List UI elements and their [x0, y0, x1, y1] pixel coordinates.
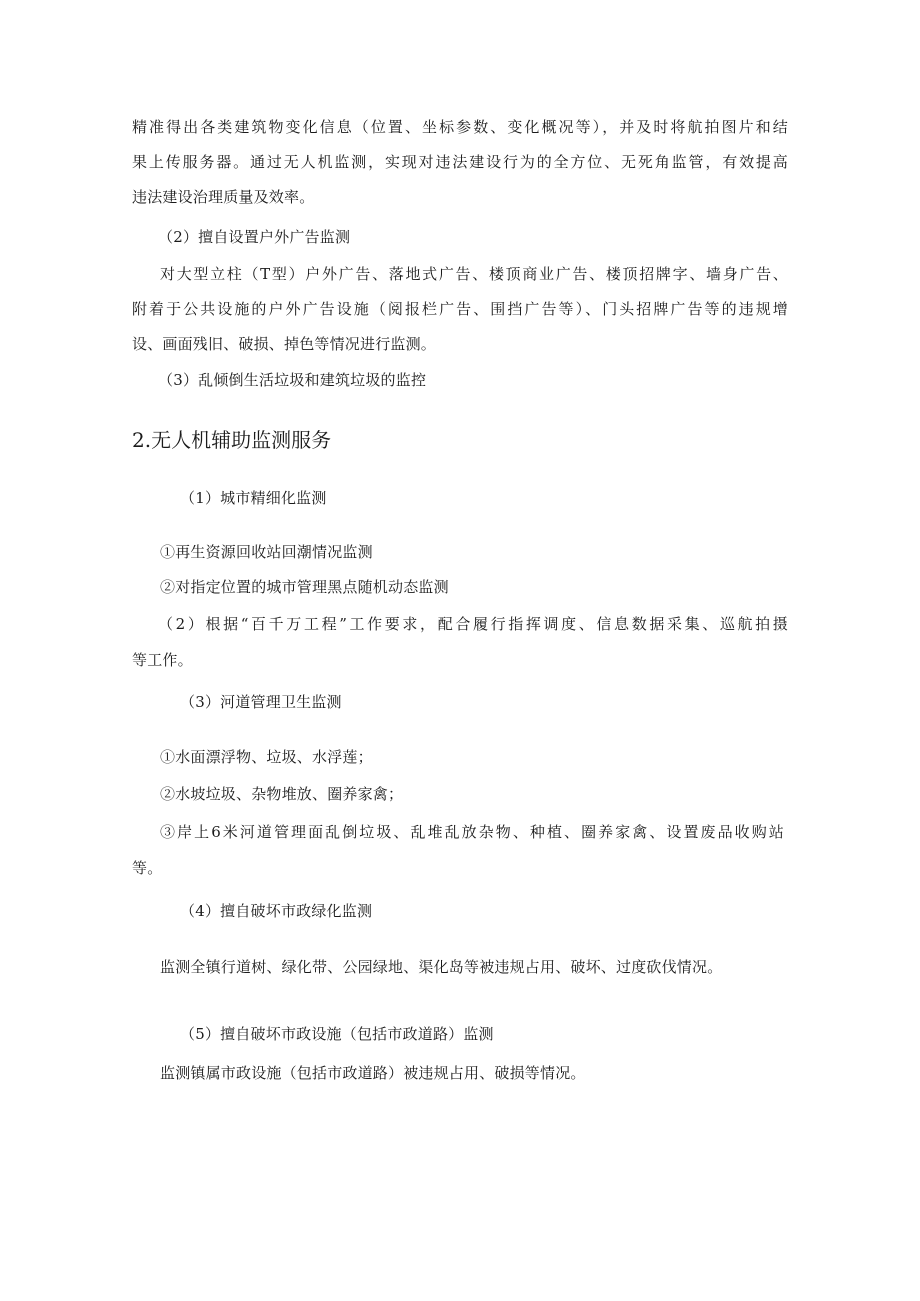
paragraph-line: 果上传服务器。通过无人机监测，实现对违法建设行为的全方位、无死角监管，有效提高 [132, 153, 788, 171]
paragraph-line: 监测全镇行道树、绿化带、公园绿地、渠化岛等被违规占用、破坏、过度砍伐情况。 [160, 958, 723, 976]
list-item: ①水面漂浮物、垃圾、水浮莲； [160, 748, 373, 766]
paragraph-line: 精准得出各类建筑物变化信息（位置、坐标参数、变化概况等），并及时将航拍图片和结 [132, 118, 788, 136]
list-item: ②水坡垃圾、杂物堆放、圈养家禽； [160, 785, 404, 803]
list-item: ②对指定位置的城市管理黑点随机动态监测 [160, 578, 449, 596]
paragraph-line: 监测镇属市政设施（包括市政道路）被违规占用、破损等情况。 [160, 1064, 586, 1082]
subheading: （3）河道管理卫生监测 [180, 693, 342, 711]
list-item: ①再生资源回收站回潮情况监测 [160, 543, 373, 561]
subheading: （5）擅自破坏市政设施（包括市政道路）监测 [180, 1025, 494, 1043]
list-item: ③岸上6米河道管理面乱倒垃圾、乱堆乱放杂物、种植、圈养家禽、设置废品收购站 [160, 823, 784, 841]
section-heading: 2.无人机辅助监测服务 [132, 428, 332, 452]
paragraph-line: （2）根据“百千万工程”工作要求，配合履行指挥调度、信息数据采集、巡航拍摄 [158, 615, 788, 633]
paragraph-line: 对大型立柱（T型）户外广告、落地式广告、楼顶商业广告、楼顶招牌字、墙身广告、 [160, 265, 788, 283]
paragraph-line: 等。 [132, 859, 163, 877]
subheading: （1）城市精细化监测 [180, 489, 327, 507]
subheading: （2）擅自设置户外广告监测 [158, 228, 351, 246]
paragraph-line: 等工作。 [132, 651, 193, 669]
paragraph-line: 违法建设治理质量及效率。 [132, 188, 315, 206]
subheading: （3）乱倾倒生活垃圾和建筑垃圾的监控 [158, 371, 427, 389]
paragraph-line: 设、画面残旧、破损、掉色等情况进行监测。 [132, 335, 437, 353]
paragraph-line: 附着于公共设施的户外广告设施（阅报栏广告、围挡广告等）、门头招牌广告等的违规增 [132, 300, 788, 318]
subheading: （4）擅自破坏市政绿化监测 [180, 902, 373, 920]
